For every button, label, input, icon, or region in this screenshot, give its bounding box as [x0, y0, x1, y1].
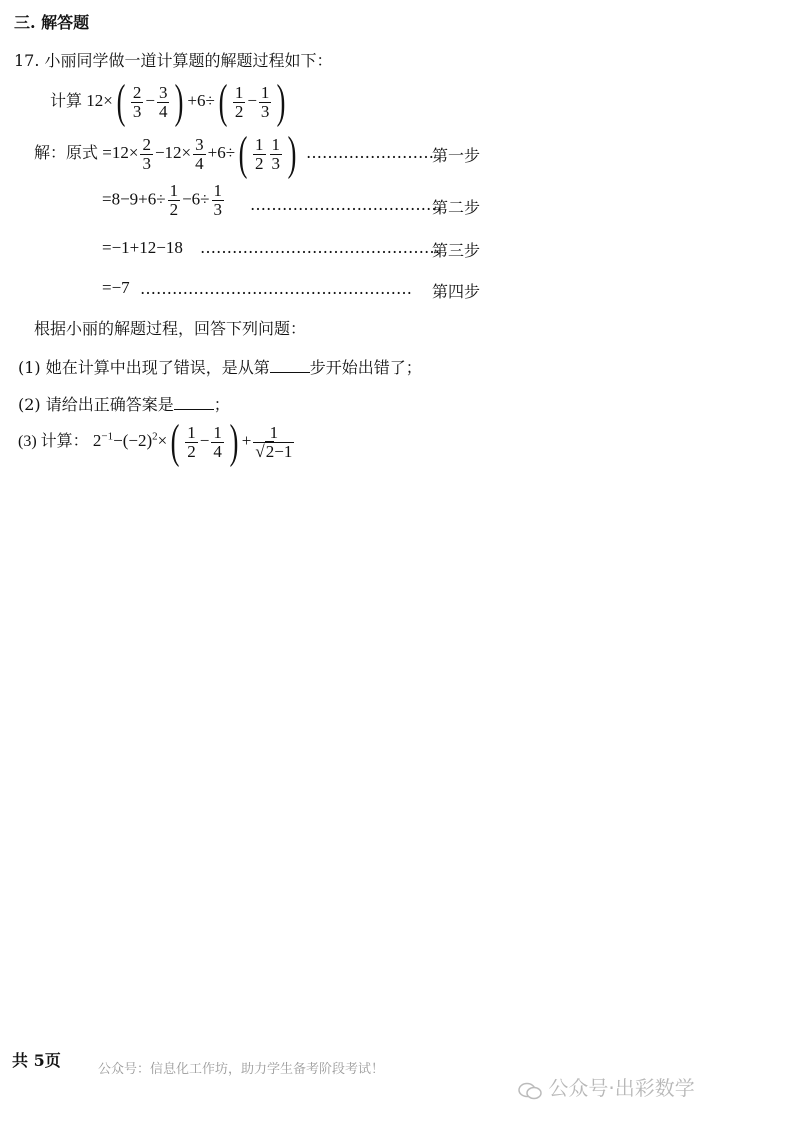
question-number: 17.	[14, 51, 40, 70]
fraction: $\frac{2}{3}$	[132, 82, 142, 121]
brand-watermark	[518, 1072, 695, 1101]
page-count: 共 5页	[12, 1051, 61, 1070]
fraction: $\frac{3}{4}$	[158, 82, 168, 121]
solution-step-1: 解：原式 =12× $\frac{2}{3}$ −12× $\frac{3}{4}$ +6÷( $\frac{1}{2}$ $\frac{1}{3}$ )	[34, 127, 297, 180]
instruction: 根据小丽的解题过程，回答下列问题：	[34, 319, 307, 338]
step-3-label: 第三步	[432, 241, 481, 260]
section-heading: 三. 解答题	[14, 13, 90, 32]
answer-blank-1[interactable]	[270, 358, 310, 373]
solution-prefix: 解：原式	[34, 144, 99, 162]
part-2-text: (2) 请给出正确答案是	[18, 395, 174, 414]
fraction: $\frac{1}{2}$	[234, 82, 244, 121]
part-1-text-b: 步开始出错了；	[309, 358, 422, 377]
question-intro	[14, 48, 333, 71]
solution-step-3: =−1+12−18	[102, 238, 183, 257]
step-1-label: 第一步	[432, 146, 481, 165]
step-2-dots: ………………………………	[250, 195, 442, 214]
question-text: 小丽同学做一道计算题的解题过程如下：	[44, 51, 333, 70]
compute-expression: 计算 12×( $\frac{2}{3}$ − $\frac{3}{4}$ ) +6÷( $\frac{1}{2}$ − $\frac{1}{3}$ )	[50, 75, 286, 128]
wechat-icon	[518, 1081, 542, 1099]
step-1-dots: ……………………	[306, 143, 434, 162]
step-2-label: 第二步	[432, 198, 481, 217]
compute-prefix: 计算	[50, 92, 83, 110]
part-3: (3) 计算： $2^{-1}-(-2)^2\times$( $\frac{1}{2}$ − $\frac{1}{4}$ ) + $\frac{1}{√2-1}$	[18, 415, 293, 468]
part-1	[18, 355, 422, 378]
solution-step-4: =−7	[102, 278, 130, 297]
step-4-dots: ……………………………………………	[140, 279, 412, 298]
answer-blank-2[interactable]	[174, 395, 214, 410]
solution-step-2: =8−9+6÷ $\frac{1}{2}$ −6÷ $\frac{1}{3}$	[102, 181, 223, 219]
brand-text: 公众号·出彩数学	[548, 1076, 695, 1100]
part-3-text: (3) 计算：	[18, 432, 89, 450]
fraction: $\frac{1}{3}$	[260, 82, 270, 121]
part-2-end: ；	[213, 395, 230, 414]
step-3-dots: ………………………………………	[200, 238, 440, 257]
part-1-text-a: (1) 她在计算中出现了错误，是从第	[18, 358, 270, 377]
step-4-label: 第四步	[432, 282, 481, 301]
footer-watermark: 公众号：信息化工作坊，助力学生备考阶段考试！	[98, 1062, 385, 1077]
part-2	[18, 392, 230, 415]
